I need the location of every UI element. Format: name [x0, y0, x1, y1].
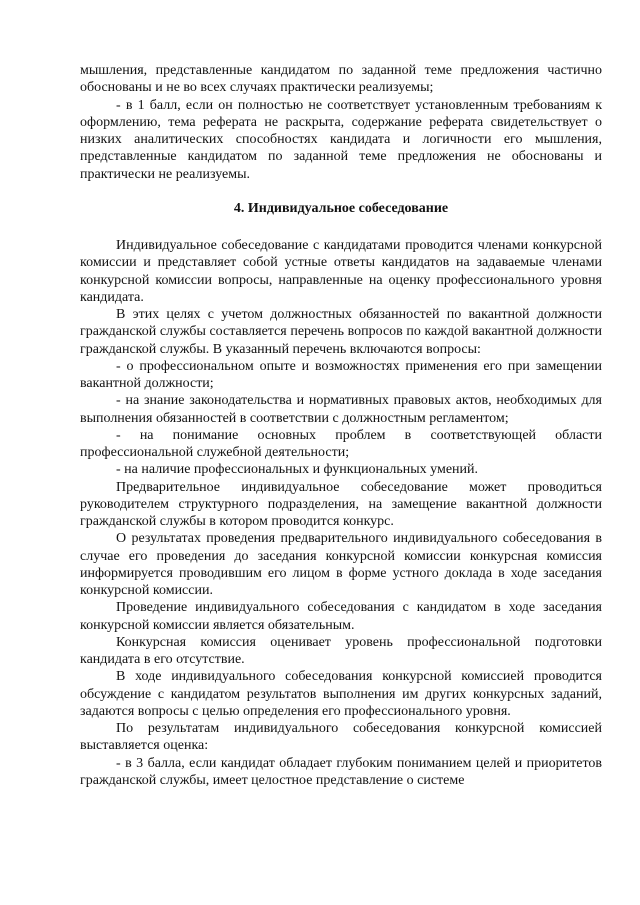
document-body	[80, 62, 602, 789]
list-item: - о профессиональном опыте и возможностях применения его при замещении вакантной должности;	[80, 358, 602, 391]
paragraph: Предварительное индивидуальное собеседование может проводиться руководителем структурного подразделения, на замещение вакантной должности гражданской службы в котором проводится конкурс.	[80, 479, 602, 529]
paragraph: В этих целях с учетом должностных обязанностей по вакантной должности гражданской службы составляется перечень вопросов по каждой вакантной должности гражданской службы. В указанный перечень включаются вопросы:	[80, 307, 602, 357]
paragraph: В ходе индивидуального собеседования конкурсной комиссией проводится обсуждение с кандидатом результатов выполнения им других конкурсных заданий, задаются вопросы с целью определения его профессионального уровня.	[80, 669, 602, 719]
paragraph-continuation: мышления, представленные кандидатом по заданной теме предложения частично обоснованы и не во всех случаях практически реализуемы;	[80, 63, 602, 96]
list-item: - на знание законодательства и нормативных правовых актов, необходимых для выполнения обязанностей в соответствии с должностным регламентом;	[80, 393, 602, 426]
section-heading: 4. Индивидуальное собеседование	[233, 200, 449, 216]
paragraph: Индивидуальное собеседование с кандидатами проводится членами конкурсной комиссии и представляет собой устные ответы кандидатов на задаваемые членами конкурсной комиссии вопросы, направленные на оценку профессионального уровня кандидата.	[80, 238, 602, 305]
list-item: - в 3 балла, если кандидат обладает глубоким пониманием целей и приоритетов гражданской службы, имеет целостное представление о системе	[80, 755, 602, 788]
paragraph-score-1: - в 1 балл, если он полностью не соответствует установленным требованиям к оформлению, тема реферата не раскрыта, содержание реферата свидетельствует о низких аналитических способностях кандидата и логичности его мышления, представленные кандидатом по заданной теме предложения не обоснованы и практически не реализуемы.	[80, 97, 602, 182]
paragraph: По результатам индивидуального собеседования конкурсной комиссией выставляется оценка:	[80, 721, 602, 754]
paragraph: О результатах проведения предварительного индивидуального собеседования в случае его проведения до заседания конкурсной комиссии конкурсная комиссия информируется проводившим его лицом в форме устного доклада в ходе заседания конкурсной комиссии.	[80, 531, 602, 598]
list-item: - на наличие профессиональных и функциональных умений.	[116, 462, 479, 478]
list-item: - на понимание основных проблем в соответствующей области профессиональной служебной деятельности;	[80, 427, 602, 460]
paragraph: Конкурсная комиссия оценивает уровень профессиональной подготовки кандидата в его отсутствие.	[80, 634, 602, 667]
paragraph: Проведение индивидуального собеседования с кандидатом в ходе заседания конкурсной комиссии является обязательным.	[80, 600, 602, 633]
